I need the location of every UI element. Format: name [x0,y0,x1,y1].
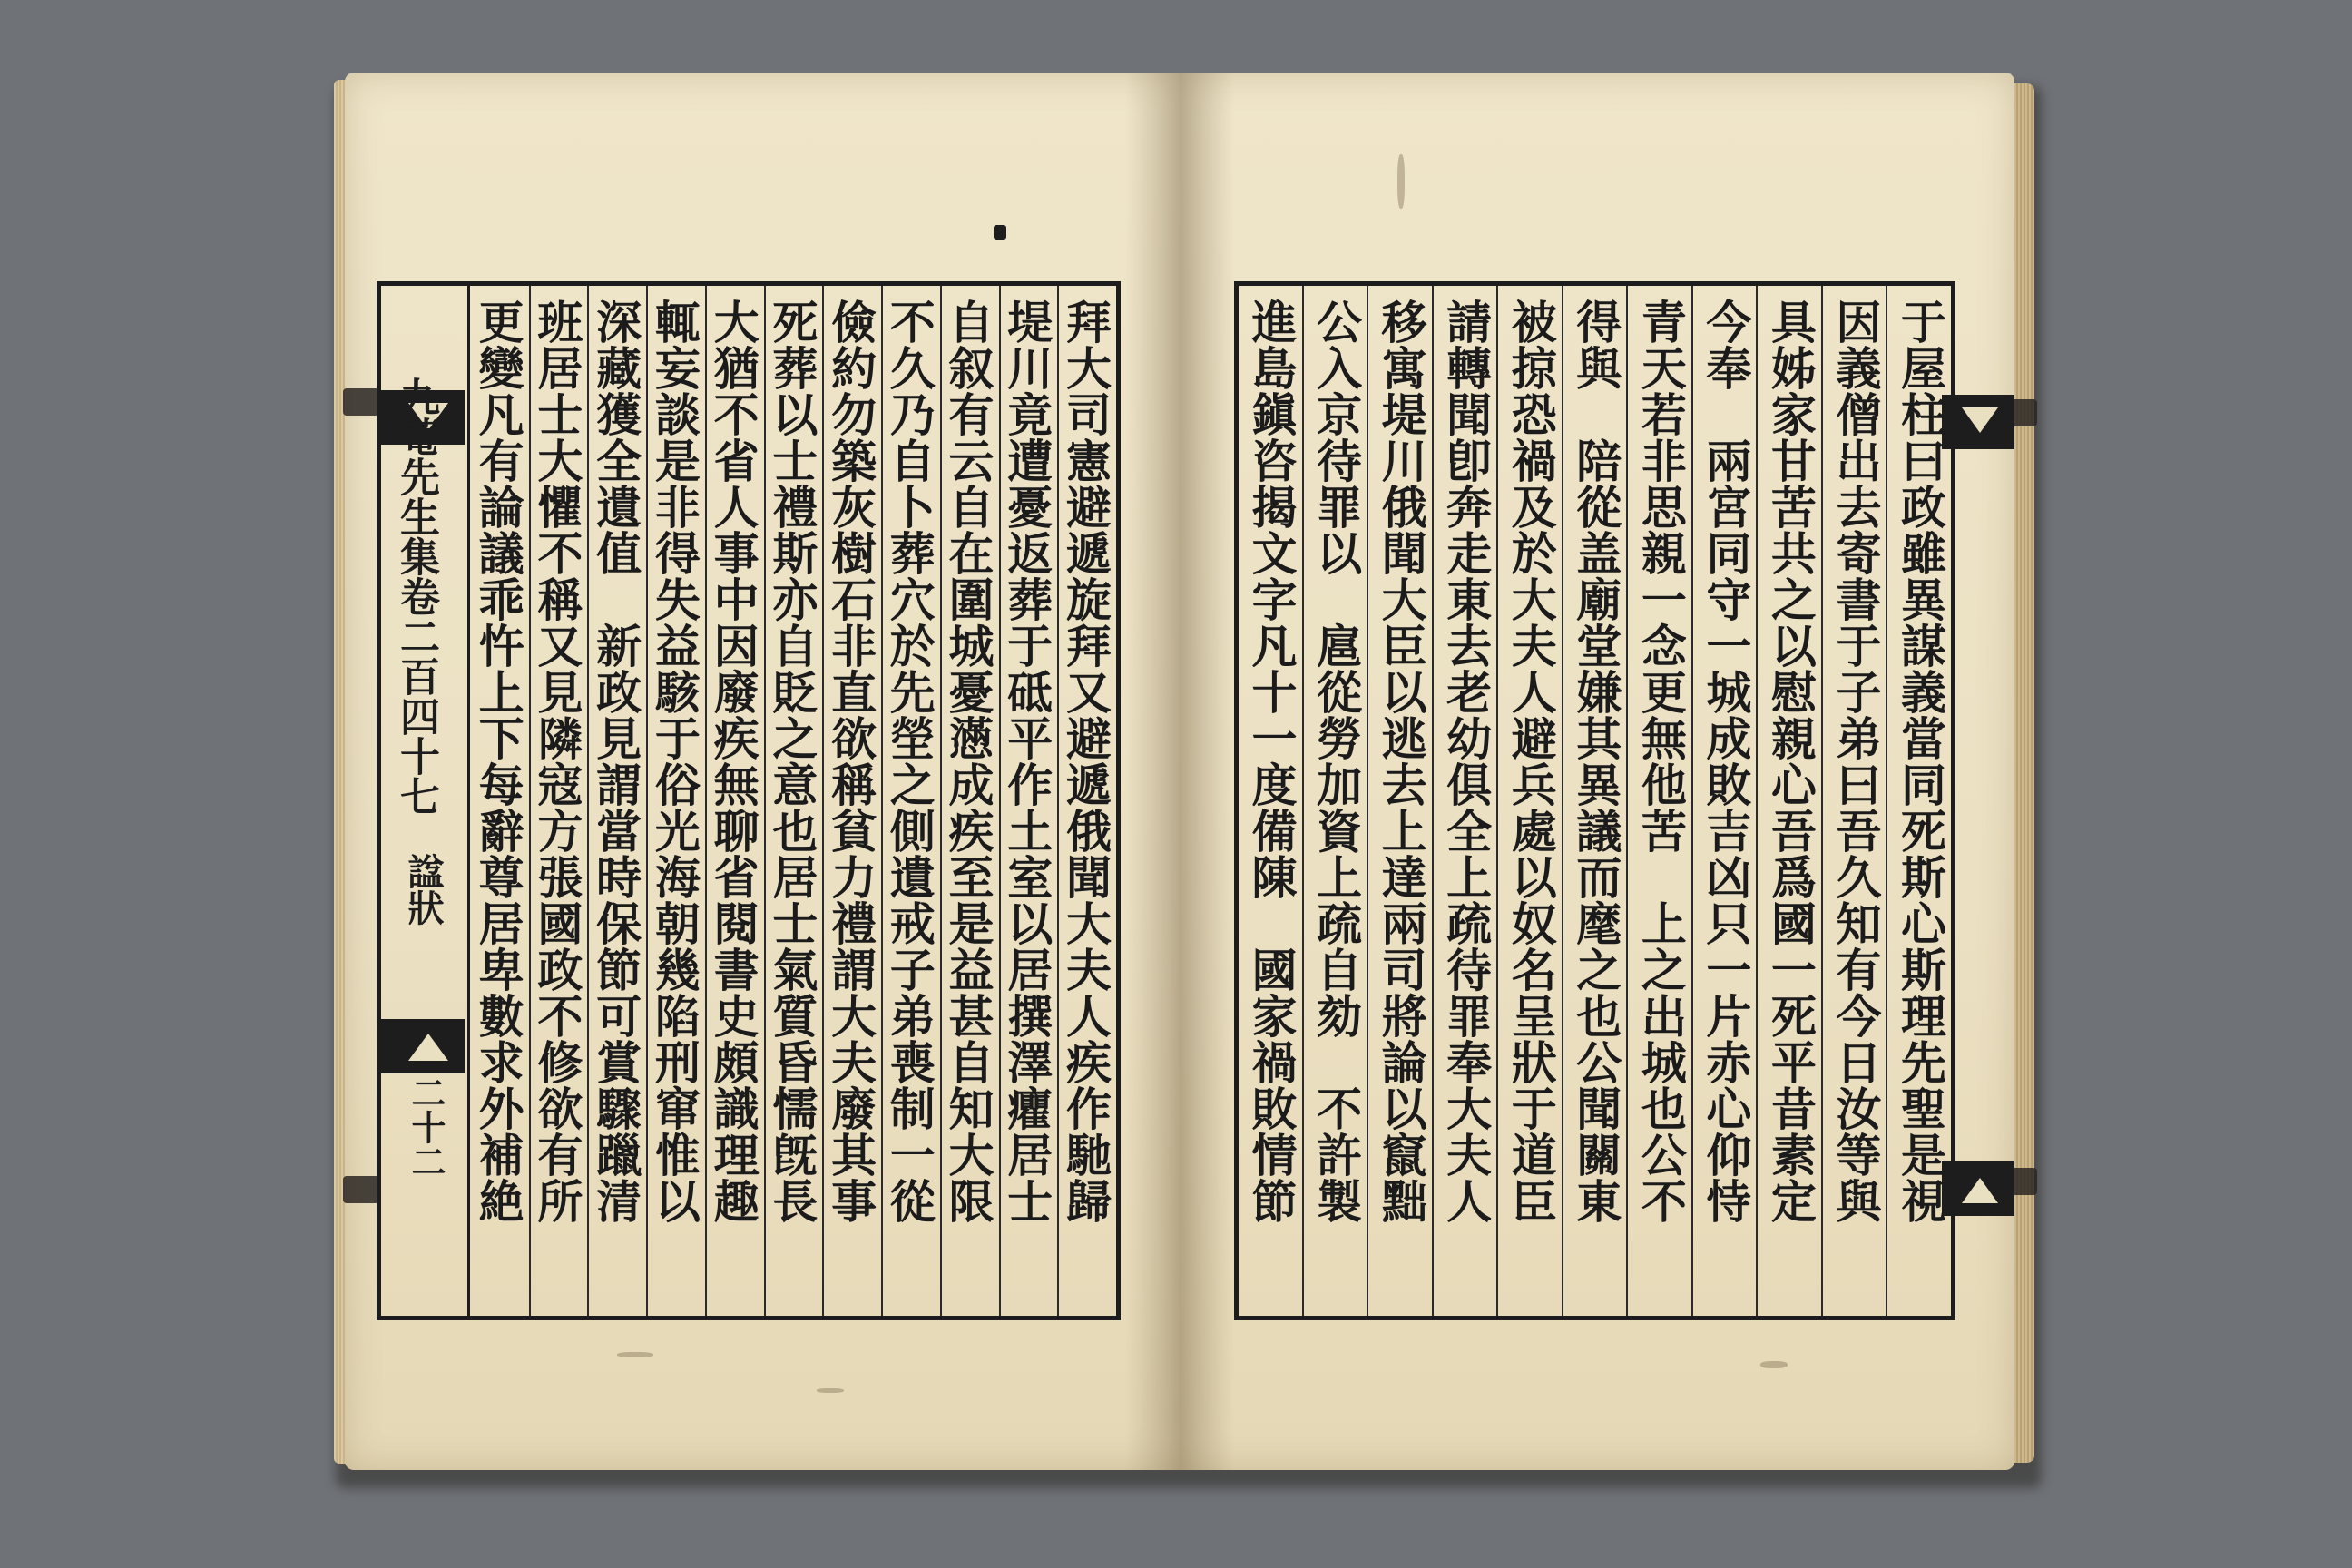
text-column: 拜大司憲避遞旋拜又避遞俄聞大夫人疾作馳歸 [1057,286,1116,1316]
left-text-block [377,281,1121,1320]
fishtail-bottom-icon [381,1019,465,1073]
text-column: 公入京待罪以 扈從勞加資上疏自劾 不許製 [1302,286,1367,1316]
ink-mark [994,225,1006,240]
text-column: 于屋柱曰政雖異謀義當同死斯心斯理先聖是視 [1886,286,1951,1316]
page-number: 二十二 [406,1075,446,1179]
text-column: 今奉 兩宮同守一城成敗吉凶只一片赤心仰恃 [1691,286,1757,1316]
right-text-block [1234,281,1955,1320]
binding-thread [343,388,379,416]
page-center-band [381,286,470,1316]
text-column: 輒妄談是非得失益駭于俗光海朝幾陷刑窜惟以 [646,286,705,1316]
text-column: 具姊家甘苦共之以慰親心吾爲國一死平昔素定 [1756,286,1821,1316]
text-column: 深藏獲全遺值 新政見謂當時保節可賞驟躐清 [587,286,646,1316]
paper-fleck [617,1352,653,1357]
text-column: 大猶不省人事中因廢疾無聊省閱書史頗識理趣 [705,286,764,1316]
text-column: 青天若非思親一念更無他苦 上之出城也公不 [1626,286,1691,1316]
text-column: 進島鎭咨揭文字凡十一度備陳 國家禍敗情節 [1244,299,1298,1224]
text-column: 得與 陪從盖廟堂嫌其異議而麾之也公聞關東 [1562,286,1627,1316]
text-column: 堤川竟遭憂返葬于砥平作土室以居撰澤癯居士 [999,286,1058,1316]
fishtail-bottom-icon [1942,1161,2014,1216]
text-column: 因義僧出去寄書于子弟曰吾久知有今日汝等與 [1821,286,1886,1316]
text-column: 更變凡有論議乖忤上下每辭尊居卑數求外補絶 [471,299,525,1224]
paper-fleck [1760,1361,1788,1368]
left-columns [472,286,1116,1316]
binding-thread [343,1176,379,1203]
text-column: 班居士大懼不稱又見隣寇方張國政不修欲有所 [529,286,588,1316]
text-column: 不久乃自卜葬穴於先塋之側遺戒子弟喪制一從 [881,286,940,1316]
paper-fleck [1397,154,1405,209]
fishtail-top-icon [1942,395,2014,449]
paper-fleck [817,1388,844,1393]
text-column: 請轉聞卽奔走東去老幼俱全上疏待罪奉大夫人 [1432,286,1497,1316]
text-column: 儉約勿築灰樹石非直欲稱貧力禮謂大夫廢其事 [822,286,881,1316]
text-column: 自叙有云自在圍城憂懣成疾至是益甚自知大限 [940,286,999,1316]
text-column: 被掠恐禍及於大夫人避兵處以奴名呈狀于道臣 [1496,286,1562,1316]
section-title: 諡狀 [402,853,445,926]
text-column: 死葬以士禮斯亦自貶之意也居士氣質昏懦旣長 [764,286,823,1316]
right-columns [1239,286,1951,1316]
book-title: 九菴先生集卷二百四十七 [393,377,439,816]
text-column: 移寓堤川俄聞大臣以逃去上達兩司將論以竄黜 [1367,286,1432,1316]
